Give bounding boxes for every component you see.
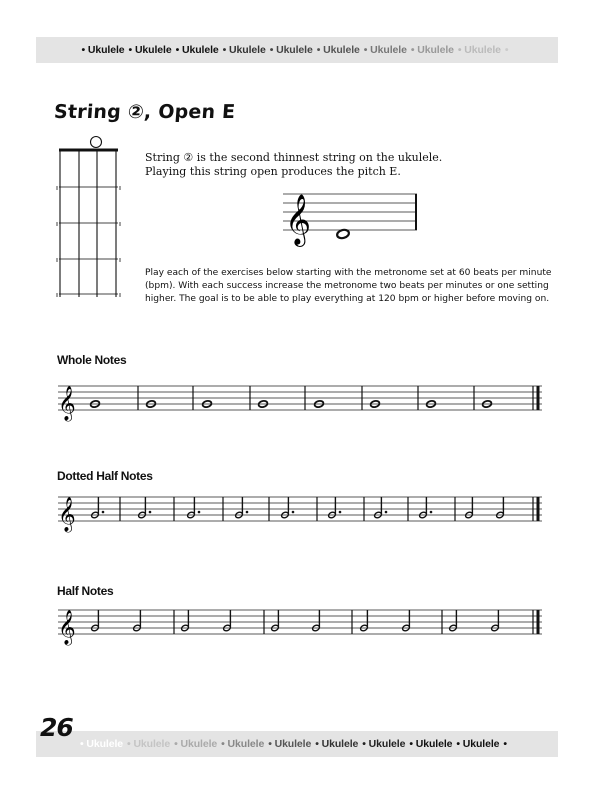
dotted-half-note-icon xyxy=(235,497,244,519)
dotted-half-note-icon xyxy=(187,497,196,519)
header-word: • xyxy=(504,44,509,56)
intro-line: String ② is the second thinnest string on the ukulele. xyxy=(145,151,443,164)
page-number: 26 xyxy=(40,713,73,742)
staff-whole-notes xyxy=(58,386,542,426)
half-note-icon xyxy=(133,610,142,632)
open-string-marker-icon xyxy=(91,137,102,148)
footer-word: • Ukulele xyxy=(127,738,171,750)
footer-word: • Ukulele xyxy=(221,738,265,750)
section-title-whole-notes: Whole Notes xyxy=(57,353,127,367)
instructions-text: Play each of the exercises below starting with the metronome set at 60 beats per minute (bpm). With each success increase the metronome two beats per minutes or one setting higher. The goal is to be able to play everything at 120 bpm or higher before moving on. xyxy=(145,268,552,304)
header-word: • Ukulele xyxy=(410,44,454,56)
header-word: • Ukulele xyxy=(269,44,313,56)
section-title-dotted-half-notes: Dotted Half Notes xyxy=(57,469,153,483)
staff-dotted-half-notes xyxy=(58,497,542,537)
footer-word: • xyxy=(503,738,507,750)
section-title-half-notes: Half Notes xyxy=(57,584,114,598)
page-title: String ②, Open E xyxy=(53,101,237,123)
header-word: • Ukulele xyxy=(222,44,266,56)
half-note-icon xyxy=(181,610,190,632)
dotted-half-note-icon xyxy=(281,497,290,519)
staff-half-notes xyxy=(58,610,542,650)
footer-word: • Ukulele xyxy=(362,738,406,750)
half-note-icon xyxy=(312,610,321,632)
treble-clef-icon: 𝄞 xyxy=(58,497,76,532)
treble-clef-icon: 𝄞 xyxy=(58,386,76,421)
treble-clef-icon: 𝄞 xyxy=(58,610,76,645)
treble-clef-icon: 𝄞 xyxy=(285,194,312,245)
header-word: • Ukulele xyxy=(363,44,407,56)
footer-word: • Ukulele xyxy=(80,738,124,750)
half-note-icon xyxy=(402,610,411,632)
intro-text xyxy=(145,151,565,179)
intro-line: Playing this string open produces the pitch E. xyxy=(145,165,401,178)
half-note-icon xyxy=(465,497,474,519)
footer-word: • Ukulele xyxy=(174,738,218,750)
dotted-half-note-icon xyxy=(374,497,383,519)
half-note-icon xyxy=(91,610,100,632)
half-note-icon xyxy=(496,497,505,519)
dotted-half-note-icon xyxy=(328,497,337,519)
dotted-half-note-icon xyxy=(138,497,147,519)
header-word: • Ukulele xyxy=(175,44,219,56)
pitch-e-staff xyxy=(283,194,423,244)
half-note-icon xyxy=(491,610,500,632)
header-word: • Ukulele xyxy=(316,44,360,56)
half-note-icon xyxy=(449,610,458,632)
footer-word: • Ukulele xyxy=(315,738,359,750)
fretboard-diagram xyxy=(50,132,130,302)
half-note-icon xyxy=(271,610,280,632)
header-word: • Ukulele xyxy=(81,44,125,56)
dotted-half-note-icon xyxy=(419,497,428,519)
dotted-half-note-icon xyxy=(91,497,100,519)
footer-word: • Ukulele xyxy=(456,738,500,750)
header-word: • Ukulele xyxy=(457,44,501,56)
footer-band xyxy=(36,731,558,757)
header-word: • Ukulele xyxy=(128,44,172,56)
header-band xyxy=(36,37,558,63)
footer-word: • Ukulele xyxy=(268,738,312,750)
half-note-icon xyxy=(360,610,369,632)
footer-word: • Ukulele xyxy=(409,738,453,750)
half-note-icon xyxy=(223,610,232,632)
